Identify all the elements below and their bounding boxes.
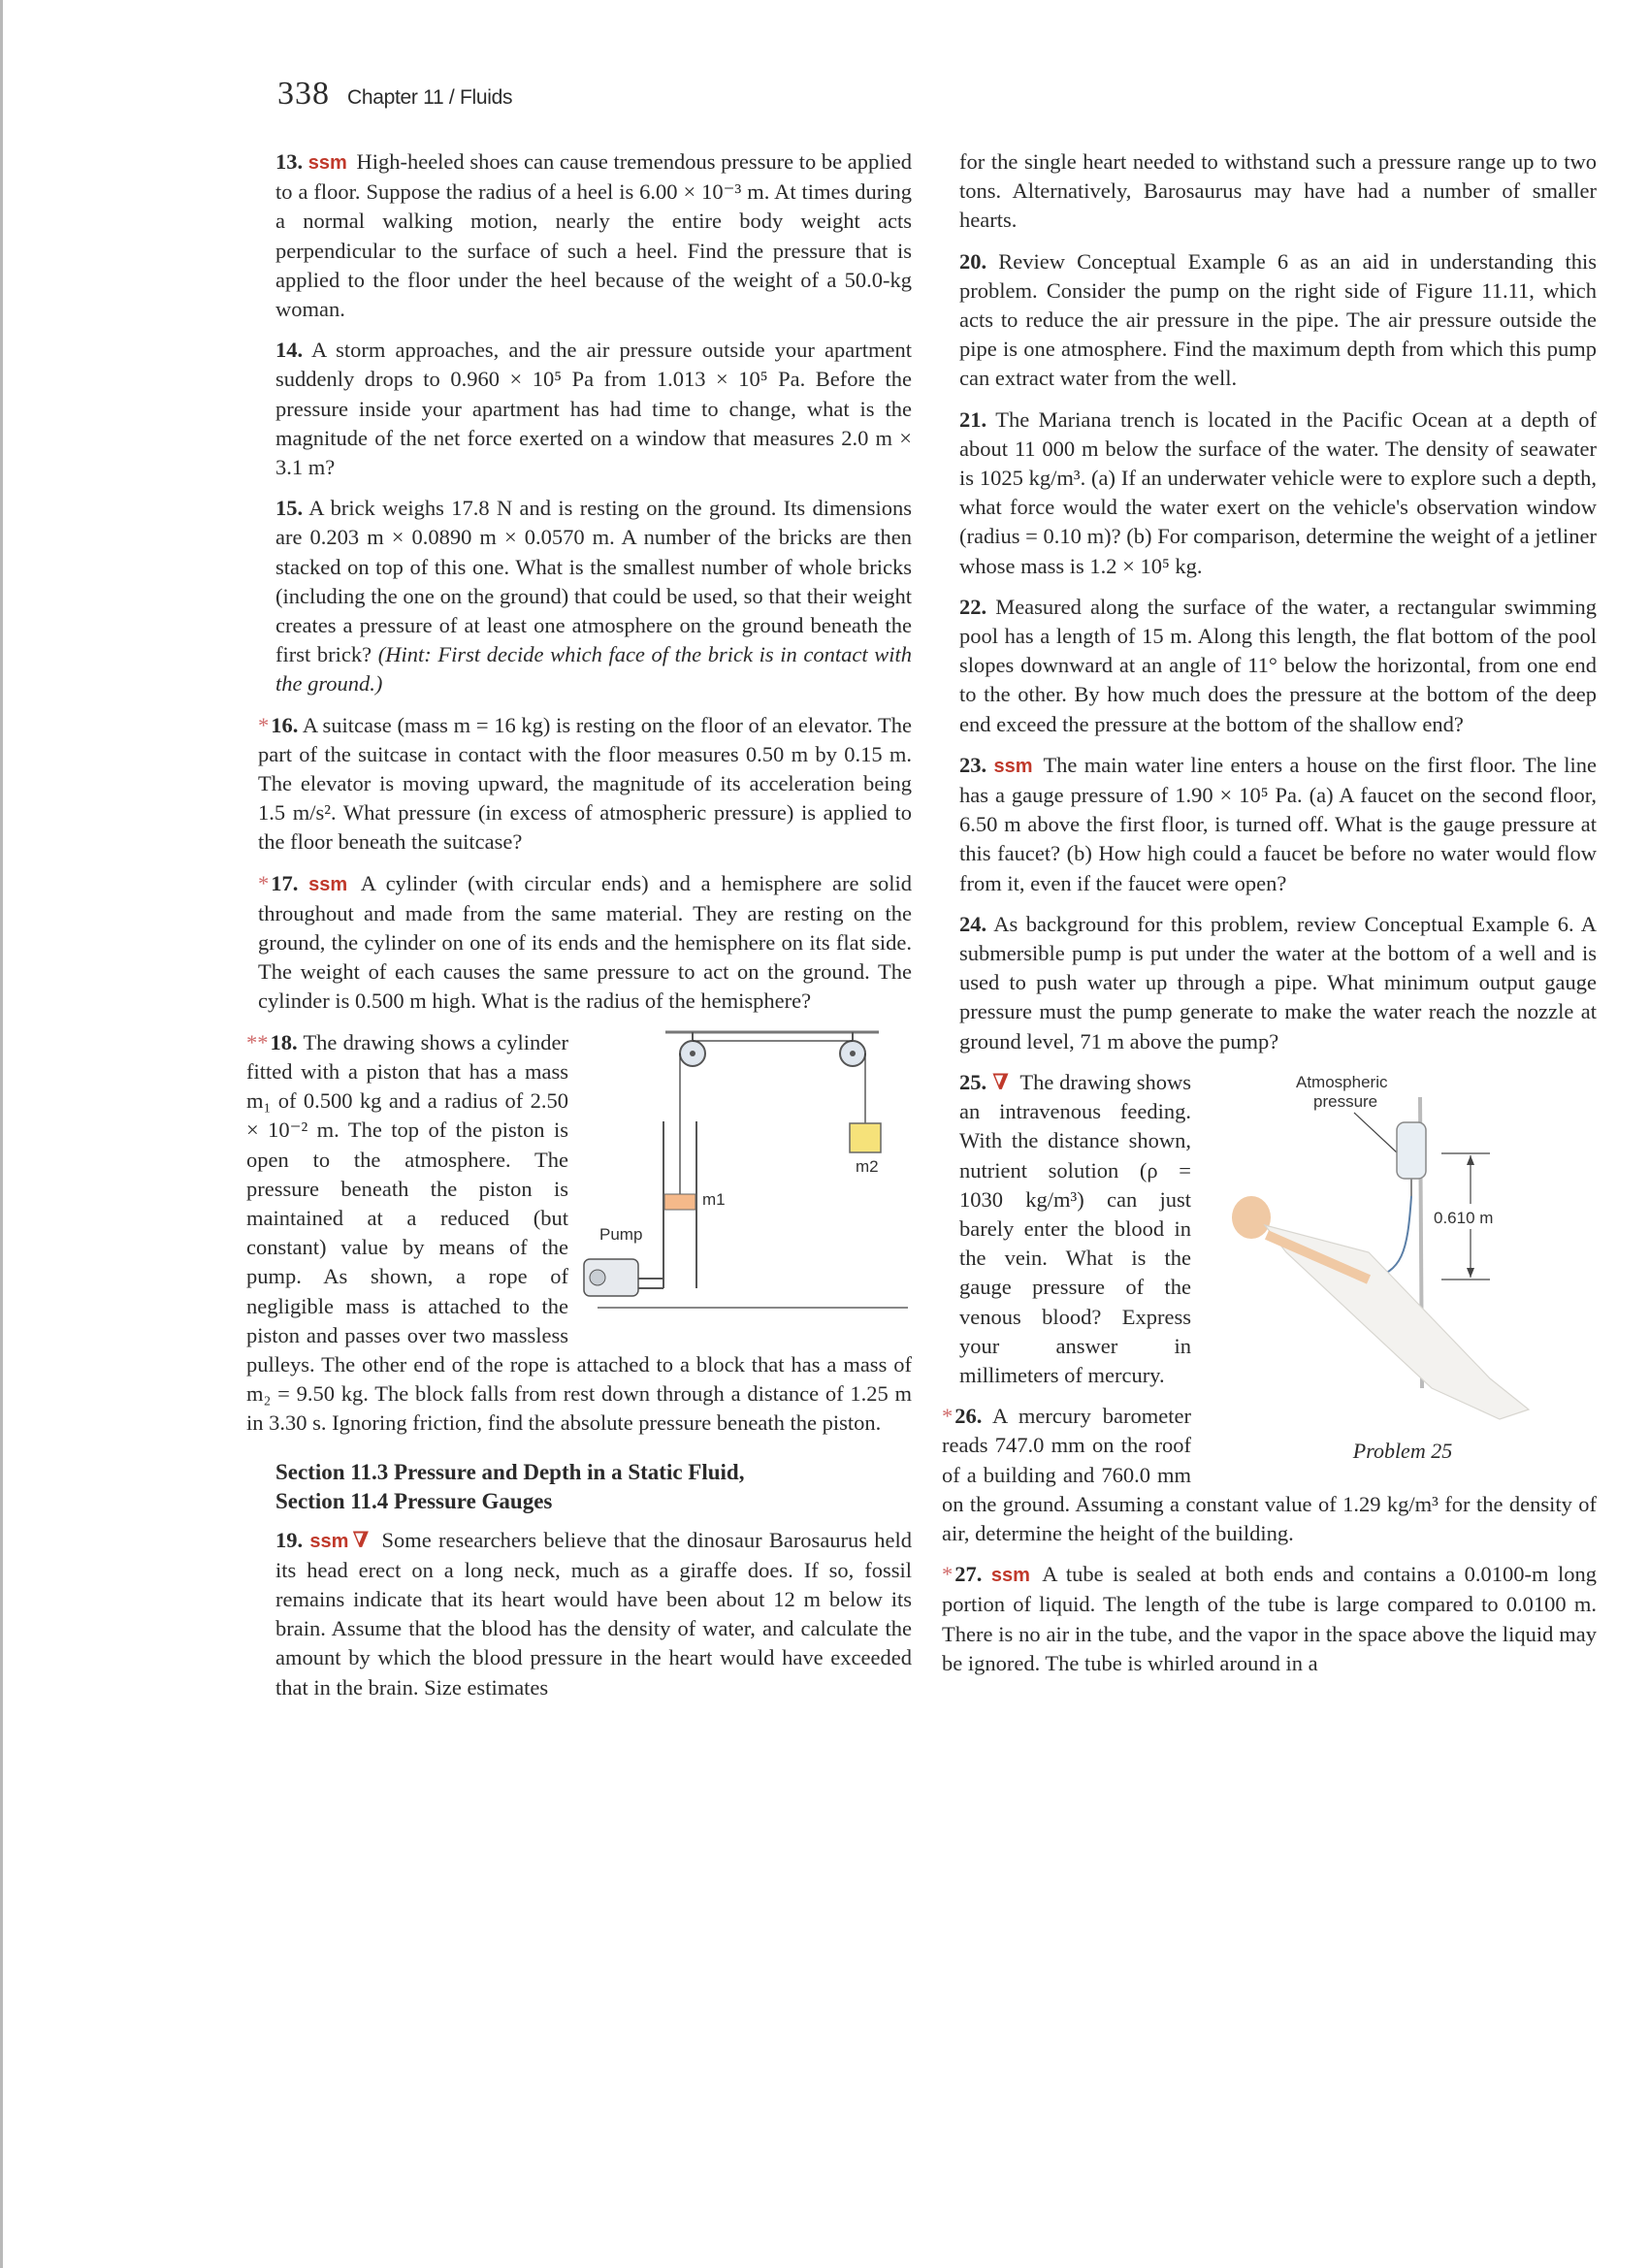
ssm-tag: ssm xyxy=(309,1530,349,1552)
problem-number: 22. xyxy=(959,594,987,619)
problem-13 xyxy=(275,147,912,324)
problem-number: 25. xyxy=(959,1069,987,1094)
problem-number: 19. xyxy=(275,1527,304,1552)
problem-text: The main water line enters a house on the first floor. The line has a gauge pressure of 1.90 × 10⁵ Pa. (a) A faucet on the second floor, 6.50 m above the first floor, is turned off. What is the gauge pressure at this faucet? (b) How high could a faucet be before no water would flow from it, even if the faucet were open? xyxy=(959,752,1598,895)
problem-24 xyxy=(959,910,1597,1056)
distance-label: 0.610 m xyxy=(1434,1208,1494,1227)
problem-hint: (Hint: First decide which face of the brick is in contact with the ground.) xyxy=(275,642,913,697)
problem-number: 27. xyxy=(954,1562,983,1587)
left-column xyxy=(246,147,913,1714)
difficulty-star: * xyxy=(942,1404,954,1429)
difficulty-star: * xyxy=(942,1562,954,1587)
piston-pump-figure xyxy=(578,1024,918,1327)
figure-caption: Problem 25 xyxy=(1352,1439,1453,1464)
problem-text: A mercury barometer reads 747.0 mm on the roof of a building and 760.0 mm on the ground. Assuming a constant value of 1.29 kg/m³ for the density of air, determine the height of the building. xyxy=(942,1404,1597,1545)
problem-15 xyxy=(275,494,912,698)
problem-19-continued xyxy=(959,147,1597,236)
problem-text: Measured along the surface of the water, a rectangular swimming pool has a length of 15 m. Along this length, the flat bottom of the pool slopes downward at an angle of 11° below the horizontal, from one end to the other. By how much does the pressure at the bottom of the deep end exceed the pressure at the bottom of the shallow end? xyxy=(959,594,1597,736)
page-header xyxy=(277,76,512,113)
m2-label: m2 xyxy=(856,1156,879,1176)
problem-text: High-heeled shoes can cause tremendous pressure to be applied to a floor. Suppose the radius of a heel is 6.00 × 10⁻³ m. At times during a normal walking motion, nearly the entire body weight acts perpendicular to the surface of such a heel. Find the pressure that is applied to the floor under the heel because of the weight of a 50.0-kg woman. xyxy=(275,149,912,322)
figure-25 xyxy=(1209,1068,1597,1466)
problem-number: 17. xyxy=(271,870,299,895)
problem-text: A brick weighs 17.8 N and is resting on the ground. Its dimensions are 0.203 m × 0.0890 m × 0.0570 m. A number of the bricks are then stacked on top of this one. What is the smallest number of whole bricks (including the one on the ground) that could be used, so that their weight creates a pressure of at least one atmosphere on the ground beneath the first brick? xyxy=(275,496,912,667)
problem-18 xyxy=(246,1028,912,1439)
problem-text: Some researchers believe that the dinosaur Barosaurus held its head erect on a long neck, much as a giraffe does. If so, fossil remains indicate that its heart would have been about 12 m below its brain. Assume that the blood has the density of water, and calculate the amount by which the blood pressure in the heart would have exceeded that in the brain. Size estimates xyxy=(275,1527,912,1700)
problem-21 xyxy=(959,405,1597,581)
ssm-tag: ssm xyxy=(308,873,348,895)
m1-label: m1 xyxy=(702,1189,726,1209)
problem-number: 26. xyxy=(954,1404,983,1429)
ssm-tag: ssm xyxy=(990,1565,1030,1587)
page-edge xyxy=(0,0,3,2268)
difficulty-star: * xyxy=(258,712,270,737)
problem-number: 23. xyxy=(959,752,987,777)
problem-number: 24. xyxy=(959,911,987,936)
right-column xyxy=(942,147,1598,1690)
problem-16 xyxy=(258,711,912,858)
atm-label-2: pressure xyxy=(1313,1091,1378,1111)
problem-text: The drawing shows an intravenous feeding. With the distance shown, nutrient solution (ρ = 1030 kg/m³) can just barely enter the blood in the vein. What is the gauge pressure of the venous blood? Express your answer in millimeters of mercury. xyxy=(959,1069,1192,1387)
ssm-tag: ssm xyxy=(993,755,1033,777)
page-number: 338 xyxy=(277,76,330,112)
difficulty-star: ** xyxy=(246,1029,269,1054)
section-heading xyxy=(275,1458,912,1516)
problem-text: The Mariana trench is located in the Pacific Ocean at a depth of about 11 000 m below the surface of the water. The density of seawater is 1025 kg/m³. (a) If an underwater vehicle were to explore such a depth, what force would the water exert on the vehicle's observation window (radius = 0.10 m)? (b) For comparison, determine the weight of a jetliner whose mass is 1.2 × 10⁵ kg. xyxy=(959,406,1597,578)
problem-19 xyxy=(275,1526,912,1702)
problem-23 xyxy=(959,751,1597,898)
problem-number: 13. xyxy=(275,149,304,174)
atm-label-1: Atmospheric xyxy=(1296,1072,1388,1091)
ssm-tag: ssm xyxy=(307,152,347,174)
problem-20 xyxy=(959,247,1597,394)
section-title-1: Section 11.3 Pressure and Depth in a Static Fluid, xyxy=(275,1459,745,1484)
problem-number: 15. xyxy=(275,496,304,521)
biomedical-icon: ∇ xyxy=(991,1069,1009,1094)
problem-number: 14. xyxy=(275,338,304,363)
problem-text: The drawing shows a cylinder fitted with a piston that has a mass m₁ of 0.500 kg and a radius of 2.50 × 10⁻² m. The top of the piston is open to the atmosphere. The pressure beneath the piston is maintained at a reduced (but constant) value by means of the pump. As shown, a rope of negligible mass is attached to the piston and passes over two massless pulleys. The other end of the rope is attached to a block that has a mass of m₂ = 9.50 kg. The block falls from rest down through a distance of 1.25 m in 3.30 s. Ignoring friction, find the absolute pressure beneath the piston. xyxy=(246,1029,912,1436)
problem-text: A tube is sealed at both ends and contains a 0.0100-m long portion of liquid. The length of the tube is large compared to 0.0100 m. There is no air in the tube, and the vapor in the space above the liquid may be ignored. The tube is whirled around in a xyxy=(942,1562,1598,1675)
problem-22 xyxy=(959,593,1597,739)
problem-text: Review Conceptual Example 6 as an aid in understanding this problem. Consider the pump on the right side of Figure 11.11, which acts to reduce the air pressure in the pipe. The air pressure outside the pipe is one atmosphere. Find the maximum depth from which this pump can extract water from the well. xyxy=(959,248,1598,391)
iv-feeding-figure xyxy=(1209,1068,1597,1427)
section-title-2: Section 11.4 Pressure Gauges xyxy=(275,1488,553,1513)
problem-number: 20. xyxy=(959,248,987,274)
difficulty-star: * xyxy=(258,870,270,895)
problem-number: 18. xyxy=(270,1029,298,1054)
chapter-title: Chapter 11 / Fluids xyxy=(347,86,513,109)
problem-text: A storm approaches, and the air pressure outside your apartment suddenly drops to 0.960 × 10⁵ Pa from 1.013 × 10⁵ Pa. Before the pressure inside your apartment has had time to change, what is the magnitude of the net force exerted on a window that measures 2.0 m × 3.1 m? xyxy=(275,338,912,480)
biomedical-icon: ∇ xyxy=(352,1527,370,1552)
problem-text: A cylinder (with circular ends) and a hemisphere are solid throughout and made from the same material. They are resting on the ground, the cylinder on one of its ends and the hemisphere on its flat side. The weight of each causes the same pressure to act on the ground. The cylinder is 0.500 m high. What is the radius of the hemisphere? xyxy=(258,870,912,1014)
problem-text: As background for this problem, review Conceptual Example 6. A submersible pump is put under the water at the bottom of a well and is used to push water up through a pipe. What minimum output gauge pressure must the pump generate to make the water reach the nozzle at ground level, 71 m above the pump? xyxy=(959,911,1598,1053)
problem-text: A suitcase (mass m = 16 kg) is resting on the floor of an elevator. The part of the suitcase in contact with the floor measures 0.50 m by 0.15 m. The elevator is moving upward, the magnitude of its acceleration being 1.5 m/s². What pressure (in excess of atmospheric pressure) is applied to the floor beneath the suitcase? xyxy=(258,712,912,855)
pump-label: Pump xyxy=(599,1224,643,1244)
problem-text: for the single heart needed to withstand such a pressure range up to two tons. Alternatively, Barosaurus may have had a number of smaller hearts. xyxy=(959,149,1597,233)
problem-number: 21. xyxy=(959,406,987,432)
problem-17 xyxy=(258,869,912,1017)
problem-number: 16. xyxy=(271,712,299,737)
problem-14 xyxy=(275,336,912,482)
problem-27 xyxy=(942,1560,1597,1678)
